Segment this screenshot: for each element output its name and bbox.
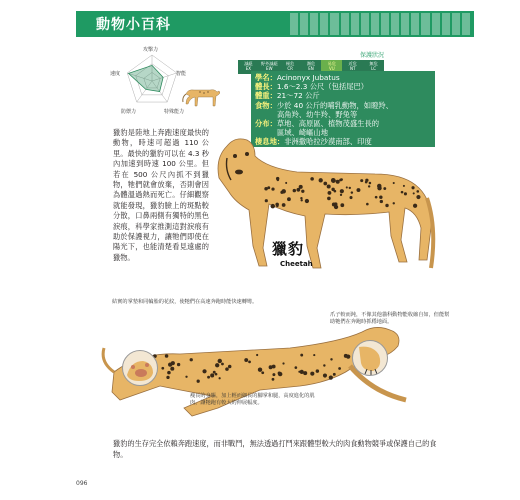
fur-spot <box>350 196 353 199</box>
fur-spot <box>264 187 268 191</box>
fur-spot <box>401 191 404 194</box>
fur-spot <box>167 371 171 375</box>
conservation-level: 瀕危 EN <box>306 61 316 71</box>
conservation-level: 極危 CR <box>285 61 295 71</box>
cheetah-main-illustration <box>205 128 437 276</box>
fur-spot <box>295 366 298 369</box>
fur-spot <box>413 192 415 194</box>
radar-label-attack: 攻擊力 <box>143 47 159 53</box>
fur-spot <box>287 197 291 201</box>
fur-spot <box>190 358 193 361</box>
conservation-level: 野外滅絕 EW <box>260 61 278 71</box>
fur-spot <box>177 363 180 366</box>
fur-spot <box>403 185 405 187</box>
fur-spot <box>329 375 333 379</box>
fur-spot <box>349 187 351 189</box>
fur-spot <box>261 371 264 374</box>
radar-area <box>129 65 164 91</box>
fur-spot <box>258 368 262 372</box>
caption-paw-pads: 結實的掌墊和同輪胎的花紋，使牠們在高速奔跑時能快速轉彎。 <box>112 299 258 305</box>
fur-spot <box>385 204 388 207</box>
caption-claws: 爪子較而鈍，不像其他貓科動物能收縮自如，但能幫助牠們在奔跑時抓穩地面。 <box>330 312 450 325</box>
caption-body: 瘦長的身軀，加上輕而細長的腳掌和腿，高度進化的肌肉，讓牠跑有較大的伸展幅度。 <box>190 393 315 406</box>
fur-spot <box>300 354 303 357</box>
fur-spot <box>331 188 334 191</box>
fur-spot <box>379 195 382 198</box>
fur-spot <box>166 376 169 379</box>
fur-spot <box>313 354 315 356</box>
fur-spot <box>393 182 395 184</box>
fur-spot <box>256 354 258 356</box>
fur-spot <box>207 376 210 379</box>
fur-spot <box>340 189 344 193</box>
fur-spot <box>300 197 302 199</box>
species-name-zh: 獵豹 <box>272 240 305 258</box>
fur-spot <box>271 204 276 209</box>
conservation-level: 無危 LC <box>369 61 378 71</box>
info-food-cont: 高角羚、幼牛羚、野兔等 <box>277 109 358 119</box>
fur-spot <box>218 359 222 363</box>
fur-spot <box>168 363 172 367</box>
fur-spot <box>316 369 319 372</box>
fur-spot <box>404 192 407 195</box>
info-body-length: 體長：1.6～2.3 公尺（包括尾巴） <box>255 82 369 92</box>
fur-spot <box>338 367 341 370</box>
fur-spot <box>282 362 284 364</box>
fur-spot <box>213 371 216 374</box>
radar-svg <box>112 47 192 115</box>
fur-spot <box>185 376 187 378</box>
radar-label-defense: 防禦力 <box>121 109 137 115</box>
fur-spot <box>197 380 200 383</box>
paw-pad-inset <box>122 350 158 386</box>
fur-spot <box>280 191 283 194</box>
fur-spot <box>303 371 307 375</box>
fur-spot <box>271 187 274 190</box>
fur-spot <box>215 363 219 367</box>
fur-spot <box>301 190 304 193</box>
ability-radar <box>112 47 192 115</box>
claw-inset <box>352 340 388 376</box>
fur-spot <box>344 354 348 358</box>
page-number: 096 <box>76 480 88 487</box>
fur-spot <box>310 177 314 181</box>
fur-spot <box>278 371 281 374</box>
conservation-level: 滅絕 EX <box>244 61 253 71</box>
conservation-level: 近危 NT <box>348 61 357 71</box>
radar-label-speed: 速度 <box>110 71 121 77</box>
fur-spot <box>276 204 279 207</box>
fur-spot <box>219 377 221 379</box>
info-habitat: 棲息地：非洲撒哈拉沙漠南部、印度 <box>255 137 372 147</box>
radar-label-intelligence: 智能 <box>176 71 187 77</box>
fur-spot <box>301 199 303 201</box>
fur-spot <box>360 179 363 182</box>
fur-spot <box>165 354 169 358</box>
fur-spot <box>377 186 381 190</box>
banner-pattern <box>290 13 470 35</box>
fur-spot <box>323 182 327 186</box>
fur-spot <box>339 178 342 181</box>
fur-spot <box>319 178 323 182</box>
fur-spot <box>323 364 325 366</box>
fur-spot <box>331 178 336 183</box>
fur-spot <box>336 180 340 184</box>
fur-spot <box>293 189 296 192</box>
info-scientific-name: 學名：Acinonyx Jubatus <box>255 73 340 82</box>
species-name-en: Cheetah <box>280 260 313 268</box>
conservation-title: 保護狀況 <box>359 52 384 59</box>
fur-spot <box>265 199 268 202</box>
section-banner <box>76 11 474 37</box>
fur-spot <box>323 373 327 377</box>
fur-spot <box>210 373 214 377</box>
fur-spot <box>365 181 368 184</box>
fur-spot <box>380 200 383 203</box>
fur-spot <box>328 191 332 195</box>
fur-spot <box>277 179 279 181</box>
species-description: 獵豹是陸地上奔跑速度最快的動物，時速可超過 110 公里。最快的獵豹可以在 4.3 秒內加速到時速 100 公里。但若在 500 公尺內抓不到獵物，牠們就會放棄，否則會因為體溫過熱而死亡。仔細觀察就能發現，獵豹臉上的斑點較分散，口鼻兩側有獨特的黑色淚痕，科學家推測這對淚痕有助於保護視力，讓牠們即使在陽光下，也能清楚看見遠處的獵物。 <box>113 128 209 262</box>
fur-spot <box>244 358 248 362</box>
fur-spot <box>272 365 276 369</box>
fur-spot <box>332 203 336 207</box>
fur-spot <box>356 188 360 192</box>
fur-spot <box>202 369 206 373</box>
fur-spot <box>416 190 419 193</box>
fur-spot <box>310 372 314 376</box>
section-title: 動物小百科 <box>96 17 171 33</box>
fur-spot <box>221 363 224 366</box>
fur-spot <box>299 185 303 189</box>
fur-spot <box>351 191 353 193</box>
fur-spot <box>170 367 174 371</box>
fur-spot <box>248 360 251 363</box>
fur-spot <box>272 378 275 381</box>
fur-spot <box>327 197 331 201</box>
fur-spot <box>369 182 372 185</box>
bottom-paragraph: 獵豹的生存完全依賴奔跑速度，而非戰鬥，無法透過打鬥來跟體型較大的肉食動物競爭或保護自己的食物。 <box>113 439 437 459</box>
fur-spot <box>411 186 414 189</box>
fur-spot <box>413 204 417 208</box>
info-body-weight: 體重：21～72 公斤 <box>255 91 320 101</box>
info-distribution-cont: 區域、崎嶇山地 <box>277 128 329 138</box>
fur-spot <box>282 203 286 207</box>
fur-spot <box>330 358 332 360</box>
info-distribution: 分布：草地、高原區、植物茂盛生長的 <box>255 119 380 129</box>
fur-spot <box>333 373 336 376</box>
fur-spot <box>161 367 164 370</box>
fur-spot <box>375 196 378 199</box>
fur-spot <box>383 187 386 190</box>
radar-label-special: 特殊能力 <box>164 109 185 115</box>
fur-spot <box>228 365 232 369</box>
fur-spot <box>225 367 229 371</box>
fur-spot <box>340 203 344 207</box>
info-food: 食物：少於 40 公斤的哺乳動物，如瞪羚、 <box>255 100 393 110</box>
fur-spot <box>368 185 370 187</box>
fur-spot <box>366 203 369 206</box>
fur-spot <box>340 194 342 196</box>
fur-spot <box>272 373 275 376</box>
fur-spot <box>346 186 348 188</box>
cheetah-standing-illustration <box>182 80 222 110</box>
fur-spot <box>298 371 300 373</box>
fur-spot <box>305 199 309 203</box>
conservation-level-current: 易危 VU <box>321 60 342 74</box>
fur-spot <box>327 185 331 189</box>
fur-spot <box>285 182 287 184</box>
fur-spot <box>393 202 395 204</box>
fur-spot <box>417 197 419 199</box>
